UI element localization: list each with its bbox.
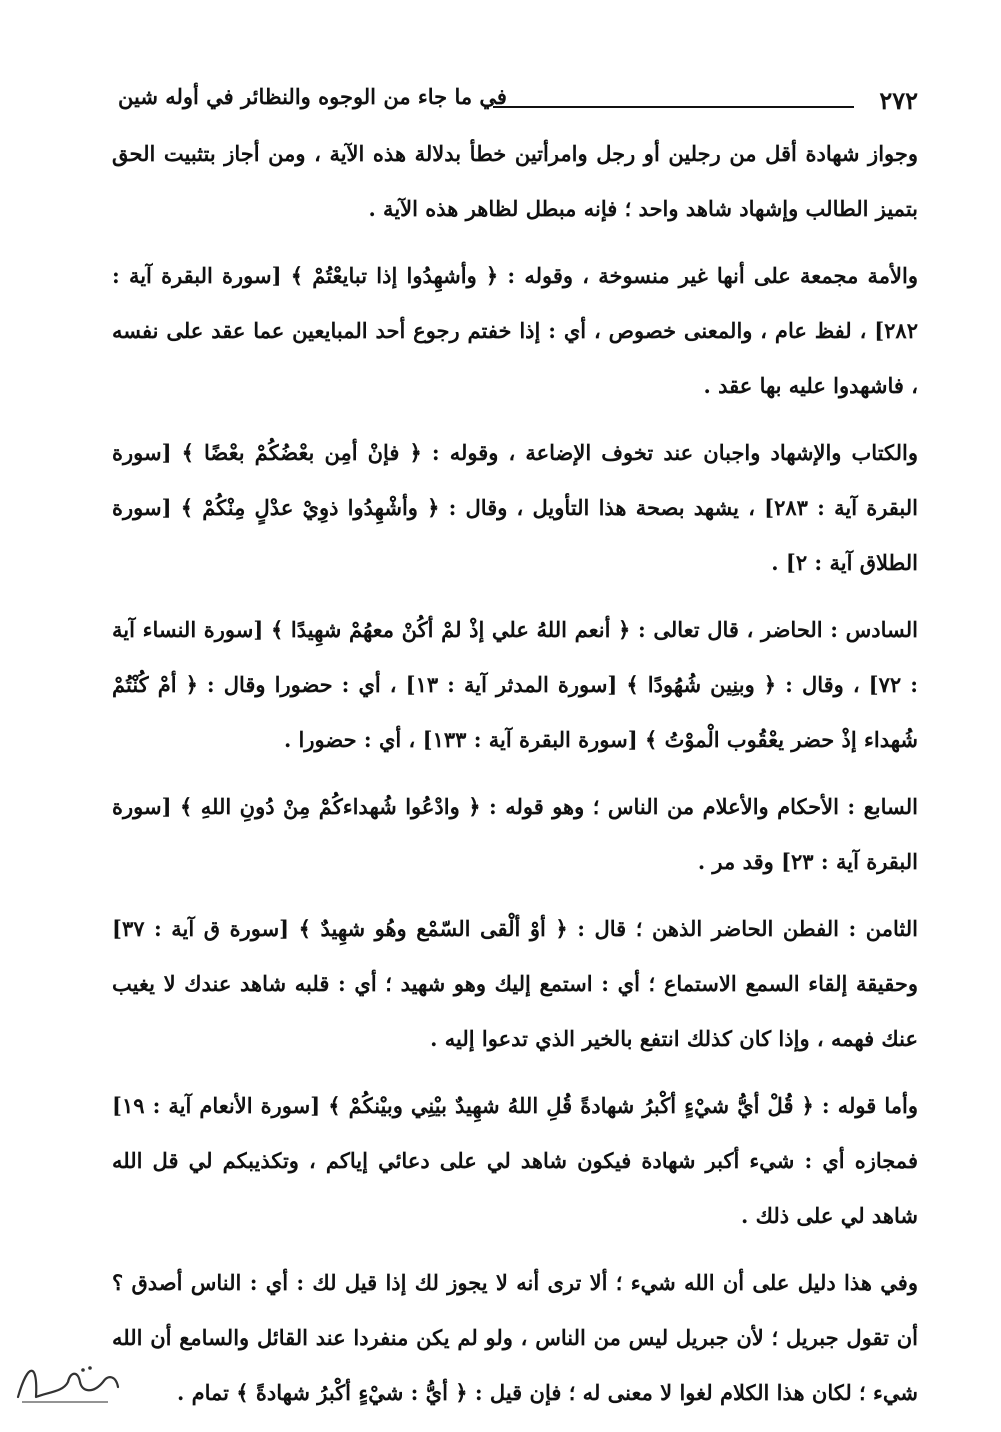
paragraph: السادس : الحاضر ، قال تعالى : ﴿ أنعم اللهُ علي إذْ لمْ أكُنْ معهُمْ شهِيدًا ﴾ [سورة النساء آية : ٧٢] ، وقال : ﴿ وبنِين شُهُودًا ﴾ [سورة المدثر آية : ١٣] ، أي : حضورا وقال : ﴿ أمْ كُنْتُمْ شُهداء إذْ حضر يعْقُوب الْموْتُ ﴾ [سورة البقرة آية : ١٣٣] ، أي : حضورا . <box>112 617 918 752</box>
paragraph: وأما قوله : ﴿ قُلْ أيُّ شيْءٍ أكْبرُ شهادةً قُلِ اللهُ شهِيدٌ بيْنِي وبيْنكُمْ ﴾ [سورة الأنعام آية : ١٩] فمجازه أي : شيء أكبر شهادة فيكون شاهد لي على دعائي إياكم ، وتكذيبكم لي قل الله شاهد لي على ذلك . <box>112 1093 918 1228</box>
body-text <box>112 126 918 1432</box>
page-number: ٢٧٢ <box>879 86 918 115</box>
paragraph: الثامن : الفطن الحاضر الذهن ؛ قال : ﴿ أوْ ألْقى السّمْع وهُو شهِيدٌ ﴾ [سورة ق آية : ٣٧] وحقيقة إلقاء السمع الاستماع ؛ أي : استمع إليك وهو شهيد ؛ أي : قلبه شاهد عندك لا يغيب عنك فهمه ، وإذا كان كذلك انتفع بالخير الذي تدعوا إليه . <box>112 916 918 1051</box>
paragraph: وفي هذا دليل على أن الله شيء ؛ ألا ترى أنه لا يجوز لك إذا قيل لك : أي : الناس أصدق ؟ أن تقول جبريل ؛ لأن جبريل ليس من الناس ، ولو لم يكن منفردا عند القائل والسامع أن الله شيء ؛ لكان هذا الكلام لغوا لا معنى له ؛ فإن قيل : ﴿ أيُّ : شيْءٍ أكْبرُ شهادةً ﴾ تمام . <box>112 1270 918 1405</box>
paragraph: والكتاب والإشهاد واجبان عند تخوف الإضاعة ، وقوله : ﴿ فإنْ أمِن بعْضُكُمْ بعْضًا ﴾ [سورة البقرة آية : ٢٨٣] ، يشهد بصحة هذا التأويل ، وقال : ﴿ وأشْهِدُوا ذوِيْ عدْلٍ مِنْكُمْ ﴾ [سورة الطلاق آية : ٢] . <box>112 440 919 575</box>
header-rule <box>493 106 854 108</box>
paragraph: السابع : الأحكام والأعلام من الناس ؛ وهو قوله : ﴿ وادْعُوا شُهداءكُمْ مِنْ دُونِ اللهِ ﴾ [سورة البقرة آية : ٢٣] وقد مر . <box>112 794 918 874</box>
paragraph: والأمة مجمعة على أنها غير منسوخة ، وقوله : ﴿ وأشهِدُوا إذا تبايعْتُمْ ﴾ [سورة البقرة آية : ٢٨٢] ، لفظ عام ، والمعنى خصوص ، أي : إذا خفتم رجوع أحد المبايعين عما عقد على نفسه ، فاشهدوا عليه بها عقد . <box>112 263 918 398</box>
watermark-logo-icon <box>8 1352 128 1412</box>
running-title: في ما جاء من الوجوه والنظائر في أوله شين <box>118 84 507 109</box>
paragraph: وجواز شهادة أقل من رجلين أو رجل وامرأتين خطأ بدلالة هذه الآية ، ومن أجاز بتثبيت الحق بتميز الطالب وإشهاد شاهد واحد ؛ فإنه مبطل لظاهر هذه الآية . <box>112 141 918 221</box>
page-header <box>118 84 918 124</box>
watermark-logo <box>8 1352 128 1412</box>
